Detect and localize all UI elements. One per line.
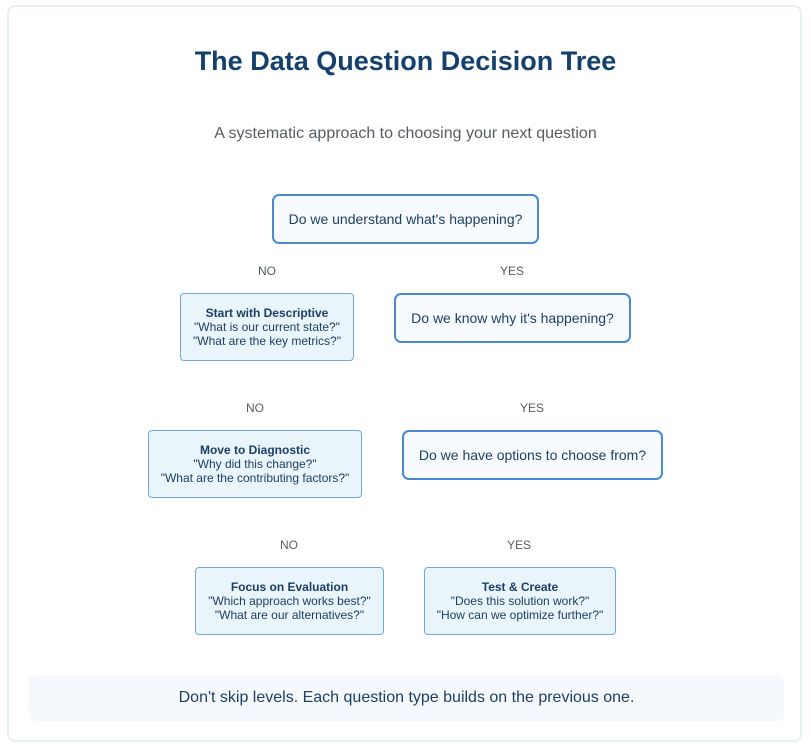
question-know-why: Do we know why it's happening? (394, 293, 631, 343)
branch-label-yes-1: YES (499, 264, 524, 278)
outcome-example: "What are the contributing factors?" (160, 471, 350, 485)
outcome-evaluation (195, 567, 384, 635)
page-subtitle: A systematic approach to choosing your next question (214, 125, 597, 142)
outcome-example: "Why did this change?" (193, 457, 317, 471)
outcome-example: "What is our current state?" (194, 320, 340, 334)
footer-note: Don't skip levels. Each question type builds on the previous one. (29, 675, 784, 721)
branch-label-yes-2: YES (519, 401, 544, 415)
question-understand-happening: Do we understand what's happening? (272, 194, 539, 244)
outcome-heading: Test & Create (481, 580, 559, 594)
outcome-heading: Focus on Evaluation (230, 580, 349, 594)
branch-label-no-2: NO (246, 401, 264, 415)
branch-label-no-1: NO (258, 264, 276, 278)
outcome-descriptive (180, 293, 354, 361)
diagram-card (7, 5, 802, 742)
question-have-options: Do we have options to choose from? (402, 430, 663, 480)
outcome-example: "What are our alternatives?" (214, 608, 365, 622)
outcome-test-create (424, 567, 616, 635)
outcome-example: "What are the key metrics?" (193, 334, 341, 348)
outcome-heading: Move to Diagnostic (199, 443, 310, 457)
page-title: The Data Question Decision Tree (194, 46, 617, 76)
branch-label-yes-3: YES (506, 538, 531, 552)
outcome-heading: Start with Descriptive (205, 306, 329, 320)
outcome-example: "Does this solution work?" (450, 594, 590, 608)
outcome-example: "Which approach works best?" (208, 594, 371, 608)
outcome-diagnostic (148, 430, 362, 498)
outcome-example: "How can we optimize further?" (436, 608, 604, 622)
branch-label-no-3: NO (280, 538, 298, 552)
